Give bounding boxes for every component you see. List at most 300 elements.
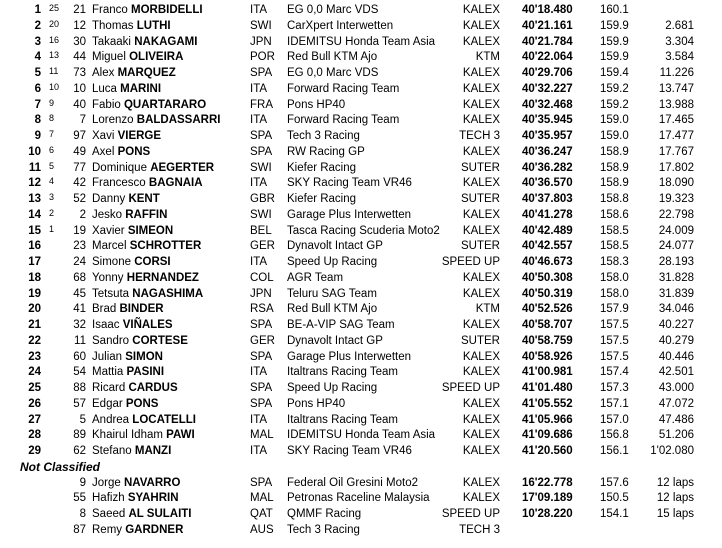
bike: KALEX xyxy=(462,145,500,158)
nation: ITA xyxy=(250,82,268,95)
avg-speed: 157.6 xyxy=(600,476,629,489)
race-time: 41'05.966 xyxy=(522,413,573,426)
bike: KTM xyxy=(475,51,500,64)
race-time: 40'32.468 xyxy=(522,98,573,111)
rider-name xyxy=(92,224,173,240)
rider-first-name: Xavier xyxy=(92,224,125,237)
rider-first-name: Danny xyxy=(92,193,126,205)
team: Dynavolt Intact GP xyxy=(287,240,383,253)
race-time: 41'20.560 xyxy=(522,445,573,457)
position: 19 xyxy=(28,287,41,300)
nation: SPA xyxy=(250,476,273,489)
rider-last-name: NAGASHIMA xyxy=(132,287,204,300)
nation: SWI xyxy=(250,208,272,221)
position: 1 xyxy=(34,4,41,16)
avg-speed: 150.5 xyxy=(600,492,629,505)
bike: TECH 3 xyxy=(459,523,500,536)
points: 1 xyxy=(49,223,55,234)
position: 26 xyxy=(28,397,41,410)
team: Tasca Racing Scuderia Moto2 xyxy=(287,224,440,237)
nation: ITA xyxy=(250,256,268,268)
rider-first-name: Andrea xyxy=(92,413,130,426)
rider-first-name: Edgar xyxy=(92,397,123,410)
nation: QAT xyxy=(250,508,273,520)
rider-last-name: SIMEON xyxy=(127,224,174,237)
rider-number: 62 xyxy=(73,445,86,457)
result-row xyxy=(0,413,722,429)
race-time: 40'37.803 xyxy=(522,193,573,205)
race-time: 16'22.778 xyxy=(522,476,573,489)
rider-first-name: Isaac xyxy=(92,319,120,331)
result-row xyxy=(0,491,722,507)
points: 7 xyxy=(49,129,55,139)
bike: SUTER xyxy=(461,193,500,205)
rider-first-name: Stefano xyxy=(92,445,132,457)
rider-name xyxy=(92,3,203,19)
points: 4 xyxy=(49,176,55,187)
position: 25 xyxy=(28,382,41,394)
rider-first-name: Dominique xyxy=(92,161,147,174)
gap: 31.839 xyxy=(658,287,694,300)
race-time: 40'36.282 xyxy=(522,161,573,174)
gap: 40.279 xyxy=(658,334,694,347)
race-time: 40'36.247 xyxy=(522,145,573,158)
avg-speed: 159.0 xyxy=(600,130,629,142)
nation: SPA xyxy=(250,130,273,142)
result-row xyxy=(0,208,722,224)
avg-speed: 159.0 xyxy=(600,114,629,127)
position: 2 xyxy=(34,19,41,32)
team: Forward Racing Team xyxy=(287,82,400,95)
gap: 43.000 xyxy=(658,382,694,394)
bike: KALEX xyxy=(462,350,500,363)
rider-number: 55 xyxy=(73,492,86,505)
team: Italtrans Racing Team xyxy=(287,413,399,426)
nation: ITA xyxy=(250,4,268,16)
rider-first-name: Saeed xyxy=(92,508,126,520)
rider-number: 40 xyxy=(73,98,86,111)
race-time: 40'50.319 xyxy=(522,287,573,300)
rider-number: 89 xyxy=(73,429,86,442)
rider-number: 41 xyxy=(73,303,86,316)
avg-speed: 158.5 xyxy=(600,224,629,237)
team: Garage Plus Interwetten xyxy=(287,208,412,221)
avg-speed: 158.9 xyxy=(600,145,629,158)
team: SKY Racing Team VR46 xyxy=(287,177,412,190)
nation: SPA xyxy=(250,319,273,331)
rider-first-name: Marcel xyxy=(92,240,127,253)
avg-speed: 156.8 xyxy=(600,429,629,442)
team: SKY Racing Team VR46 xyxy=(287,445,412,457)
team: EG 0,0 Marc VDS xyxy=(287,4,379,16)
nation: MAL xyxy=(250,492,274,505)
points: 10 xyxy=(49,81,60,92)
rider-number: 11 xyxy=(74,334,86,347)
bike: SUTER xyxy=(461,240,500,253)
rider-name xyxy=(92,476,180,492)
position: 7 xyxy=(34,98,41,111)
team: CarXpert Interwetten xyxy=(287,19,394,32)
nation: JPN xyxy=(250,287,272,300)
position: 14 xyxy=(28,208,41,221)
result-row xyxy=(0,161,722,177)
position: 21 xyxy=(28,319,41,331)
result-row xyxy=(0,3,722,19)
gap: 47.072 xyxy=(658,397,694,410)
rider-last-name: SIMON xyxy=(125,350,163,363)
position: 22 xyxy=(28,334,41,347)
rider-name xyxy=(92,176,203,192)
avg-speed: 159.2 xyxy=(600,98,629,111)
position: 5 xyxy=(34,67,41,79)
result-row xyxy=(0,350,722,366)
team: Dynavolt Intact GP xyxy=(287,334,383,347)
bike: SUTER xyxy=(461,334,500,347)
rider-number: 9 xyxy=(79,476,86,489)
avg-speed: 157.0 xyxy=(600,413,629,426)
race-time: 40'42.489 xyxy=(522,224,573,237)
rider-first-name: Francesco xyxy=(92,177,146,190)
rider-name xyxy=(92,491,179,507)
gap: 42.501 xyxy=(658,366,694,379)
nation: ITA xyxy=(250,366,268,379)
rider-name xyxy=(92,428,195,444)
position: 23 xyxy=(28,350,41,363)
team: Speed Up Racing xyxy=(287,256,378,268)
avg-speed: 157.4 xyxy=(600,366,629,379)
bike: KALEX xyxy=(462,445,500,457)
bike: KALEX xyxy=(462,35,500,48)
result-row xyxy=(0,82,722,98)
rider-last-name: MANZI xyxy=(134,445,172,457)
bike: KTM xyxy=(475,303,500,316)
not-classified-list xyxy=(0,476,722,539)
points: 25 xyxy=(49,3,60,13)
rider-name xyxy=(92,98,206,114)
race-time: 40'18.480 xyxy=(522,4,573,16)
position: 6 xyxy=(34,82,41,95)
race-time: 40'35.957 xyxy=(522,130,573,142)
rider-name xyxy=(92,334,188,350)
position: 27 xyxy=(28,413,41,426)
rider-number: 32 xyxy=(73,319,86,331)
gap: 24.009 xyxy=(658,224,694,237)
rider-first-name: Xavi xyxy=(92,130,115,142)
nation: ITA xyxy=(250,445,268,457)
result-row xyxy=(0,255,722,271)
rider-first-name: Miguel xyxy=(92,51,126,64)
gap: 34.046 xyxy=(658,303,694,316)
rider-name xyxy=(92,82,161,98)
rider-first-name: Jesko xyxy=(92,208,123,221)
result-row xyxy=(0,113,722,129)
team: AGR Team xyxy=(287,271,344,284)
rider-name xyxy=(92,444,171,460)
nation: RSA xyxy=(250,303,274,316)
bike: KALEX xyxy=(462,19,500,32)
race-time: 40'41.278 xyxy=(522,208,573,221)
rider-first-name: Alex xyxy=(92,67,115,79)
avg-speed: 157.5 xyxy=(600,319,629,331)
result-row xyxy=(0,287,722,303)
gap: 47.486 xyxy=(658,413,694,426)
rider-name xyxy=(92,365,164,381)
avg-speed: 159.9 xyxy=(600,51,629,64)
avg-speed: 157.5 xyxy=(600,334,629,347)
rider-first-name: Fabio xyxy=(92,98,121,111)
avg-speed: 158.0 xyxy=(600,271,629,284)
rider-first-name: Axel xyxy=(92,145,115,158)
result-row xyxy=(0,365,722,381)
rider-number: 54 xyxy=(73,366,86,379)
rider-first-name: Julian xyxy=(92,350,123,363)
rider-first-name: Yonny xyxy=(92,271,124,284)
position: 20 xyxy=(28,303,41,316)
rider-last-name: MARINI xyxy=(120,82,162,95)
rider-number: 12 xyxy=(73,19,86,32)
team: Italtrans Racing Team xyxy=(287,366,399,379)
avg-speed: 159.4 xyxy=(600,67,629,79)
points: 6 xyxy=(49,144,55,155)
rider-name xyxy=(92,302,164,318)
rider-name xyxy=(92,413,196,429)
rider-number: 7 xyxy=(79,114,86,127)
rider-last-name: AEGERTER xyxy=(150,161,215,174)
gap: 18.090 xyxy=(658,177,694,190)
result-row xyxy=(0,176,722,192)
race-time: 41'01.480 xyxy=(522,382,573,394)
rider-number: 45 xyxy=(73,287,86,300)
bike: SPEED UP xyxy=(441,256,500,268)
race-time: 40'58.926 xyxy=(522,350,573,363)
gap: 17.802 xyxy=(658,161,694,174)
team: Tech 3 Racing xyxy=(287,130,360,142)
result-row xyxy=(0,444,722,460)
nation: ITA xyxy=(250,177,268,190)
nation: ITA xyxy=(250,114,268,127)
race-time: 40'52.526 xyxy=(522,303,573,316)
team: QMMF Racing xyxy=(287,508,362,520)
result-row xyxy=(0,476,722,492)
rider-name xyxy=(92,381,178,397)
avg-speed: 159.9 xyxy=(600,35,629,48)
bike: KALEX xyxy=(462,429,500,442)
rider-name xyxy=(92,397,158,413)
rider-number: 68 xyxy=(73,271,86,284)
nation: SPA xyxy=(250,67,273,79)
position: 3 xyxy=(34,35,41,48)
rider-first-name: Remy xyxy=(92,523,123,536)
rider-first-name: Brad xyxy=(92,303,117,316)
bike: KALEX xyxy=(462,271,500,284)
nation: GER xyxy=(250,240,275,253)
bike: KALEX xyxy=(462,177,500,190)
avg-speed: 158.6 xyxy=(600,208,629,221)
gap: 12 laps xyxy=(656,476,694,489)
rider-name xyxy=(92,208,167,224)
team: Red Bull KTM Ajo xyxy=(287,303,378,316)
rider-name xyxy=(92,129,161,145)
rider-first-name: Mattia xyxy=(92,366,124,379)
gap: 3.304 xyxy=(665,35,694,48)
rider-first-name: Sandro xyxy=(92,334,130,347)
rider-name xyxy=(92,113,220,129)
position: 8 xyxy=(34,114,41,127)
race-time: 40'29.706 xyxy=(522,67,573,79)
rider-first-name: Khairul Idham xyxy=(92,429,163,442)
points: 11 xyxy=(49,66,59,76)
rider-number: 10 xyxy=(73,82,86,95)
results-table xyxy=(0,3,722,539)
rider-number: 88 xyxy=(73,382,86,394)
nation: SPA xyxy=(250,145,273,158)
race-time: 40'42.557 xyxy=(522,240,573,253)
gap: 12 laps xyxy=(656,492,694,505)
result-row xyxy=(0,129,722,145)
gap: 22.798 xyxy=(658,208,694,221)
rider-name xyxy=(92,523,183,539)
result-row xyxy=(0,239,722,255)
result-row xyxy=(0,397,722,413)
rider-first-name: Lorenzo xyxy=(92,114,134,127)
gap: 3.584 xyxy=(665,51,694,64)
rider-last-name: GARDNER xyxy=(125,523,184,536)
gap: 11.226 xyxy=(659,67,694,79)
rider-last-name: PAWI xyxy=(166,429,195,442)
rider-name xyxy=(92,161,214,177)
points: 3 xyxy=(49,192,55,202)
gap: 13.988 xyxy=(658,98,694,111)
race-time: 10'28.220 xyxy=(522,508,573,520)
result-row xyxy=(0,334,722,350)
race-time: 40'21.161 xyxy=(522,19,573,32)
nation: BEL xyxy=(250,224,272,237)
rider-name xyxy=(92,35,197,51)
position: 9 xyxy=(34,130,41,142)
team: Tech 3 Racing xyxy=(287,523,360,536)
nation: JPN xyxy=(250,35,272,48)
bike: TECH 3 xyxy=(459,130,500,142)
rider-first-name: Franco xyxy=(92,4,128,16)
bike: SPEED UP xyxy=(441,382,500,394)
position: 28 xyxy=(28,429,41,442)
nation: SWI xyxy=(250,19,272,32)
rider-first-name: Simone xyxy=(92,256,131,268)
bike: KALEX xyxy=(462,114,500,127)
rider-first-name: Luca xyxy=(92,82,117,95)
avg-speed: 158.9 xyxy=(600,161,629,174)
rider-last-name: PASINI xyxy=(126,366,165,379)
race-time: 41'00.981 xyxy=(522,366,573,379)
bike: SPEED UP xyxy=(441,508,500,520)
bike: KALEX xyxy=(462,82,500,95)
gap: 24.077 xyxy=(658,240,694,253)
gap: 40.446 xyxy=(658,350,694,363)
team: IDEMITSU Honda Team Asia xyxy=(287,429,436,442)
result-row xyxy=(0,318,722,334)
points: 20 xyxy=(49,18,60,29)
points: 16 xyxy=(49,34,60,45)
rider-number: 97 xyxy=(73,130,86,142)
team: Federal Oil Gresini Moto2 xyxy=(287,476,419,489)
avg-speed: 157.9 xyxy=(600,303,629,316)
points: 8 xyxy=(49,113,55,124)
race-time: 40'50.308 xyxy=(522,271,573,284)
team: Pons HP40 xyxy=(287,397,346,410)
team: Petronas Raceline Malaysia xyxy=(287,492,430,505)
rider-name xyxy=(92,507,192,523)
rider-first-name: Takaaki xyxy=(92,35,131,48)
race-time: 17'09.189 xyxy=(522,492,573,505)
rider-first-name: Ricard xyxy=(92,382,126,394)
rider-name xyxy=(92,271,199,287)
race-time: 40'58.707 xyxy=(522,319,573,331)
rider-last-name: NAKAGAMI xyxy=(134,35,198,48)
avg-speed: 158.0 xyxy=(600,287,629,300)
bike: KALEX xyxy=(462,319,500,331)
points: 5 xyxy=(49,160,55,171)
team: IDEMITSU Honda Team Asia xyxy=(287,35,436,48)
gap: 17.477 xyxy=(658,130,694,142)
rider-name xyxy=(92,255,171,271)
race-time: 41'05.552 xyxy=(522,397,573,410)
race-time: 40'32.227 xyxy=(522,82,573,95)
team: Teluru SAG Team xyxy=(287,287,377,300)
nation: FRA xyxy=(250,98,273,111)
rider-last-name: NAVARRO xyxy=(123,476,181,489)
rider-last-name: SCHROTTER xyxy=(129,240,202,253)
race-time: 40'58.759 xyxy=(522,334,573,347)
result-row xyxy=(0,271,722,287)
rider-last-name: PONS xyxy=(117,145,151,158)
position: 16 xyxy=(28,240,41,253)
avg-speed: 156.1 xyxy=(600,445,629,457)
team: Pons HP40 xyxy=(287,98,346,111)
bike: KALEX xyxy=(462,287,500,300)
rider-last-name: VIÑALES xyxy=(122,319,173,331)
bike: KALEX xyxy=(462,4,500,16)
points: 2 xyxy=(49,207,55,218)
rider-last-name: MORBIDELLI xyxy=(131,4,203,16)
rider-last-name: CARDUS xyxy=(128,382,178,394)
rider-name xyxy=(92,287,203,303)
rider-number: 2 xyxy=(79,208,86,221)
rider-number: 77 xyxy=(73,161,86,174)
team: Forward Racing Team xyxy=(287,114,400,127)
gap: 28.193 xyxy=(658,256,694,268)
rider-name xyxy=(92,50,183,66)
rider-last-name: BINDER xyxy=(119,303,164,316)
rider-last-name: MARQUEZ xyxy=(117,67,176,79)
result-row xyxy=(0,507,722,523)
nation: POR xyxy=(250,51,275,64)
bike: KALEX xyxy=(462,492,500,505)
nation: GER xyxy=(250,334,275,347)
gap: 2.681 xyxy=(665,19,694,32)
position: 12 xyxy=(28,177,41,190)
rider-name xyxy=(92,66,176,82)
result-row xyxy=(0,50,722,66)
rider-last-name: AL SULAITI xyxy=(128,508,192,520)
avg-speed: 159.2 xyxy=(600,82,629,95)
team: Speed Up Racing xyxy=(287,382,378,394)
rider-last-name: LOCATELLI xyxy=(132,413,196,426)
result-row xyxy=(0,66,722,82)
rider-number: 30 xyxy=(73,35,86,48)
team: Kiefer Racing xyxy=(287,193,357,205)
rider-number: 52 xyxy=(73,193,86,205)
points: 13 xyxy=(49,50,60,61)
